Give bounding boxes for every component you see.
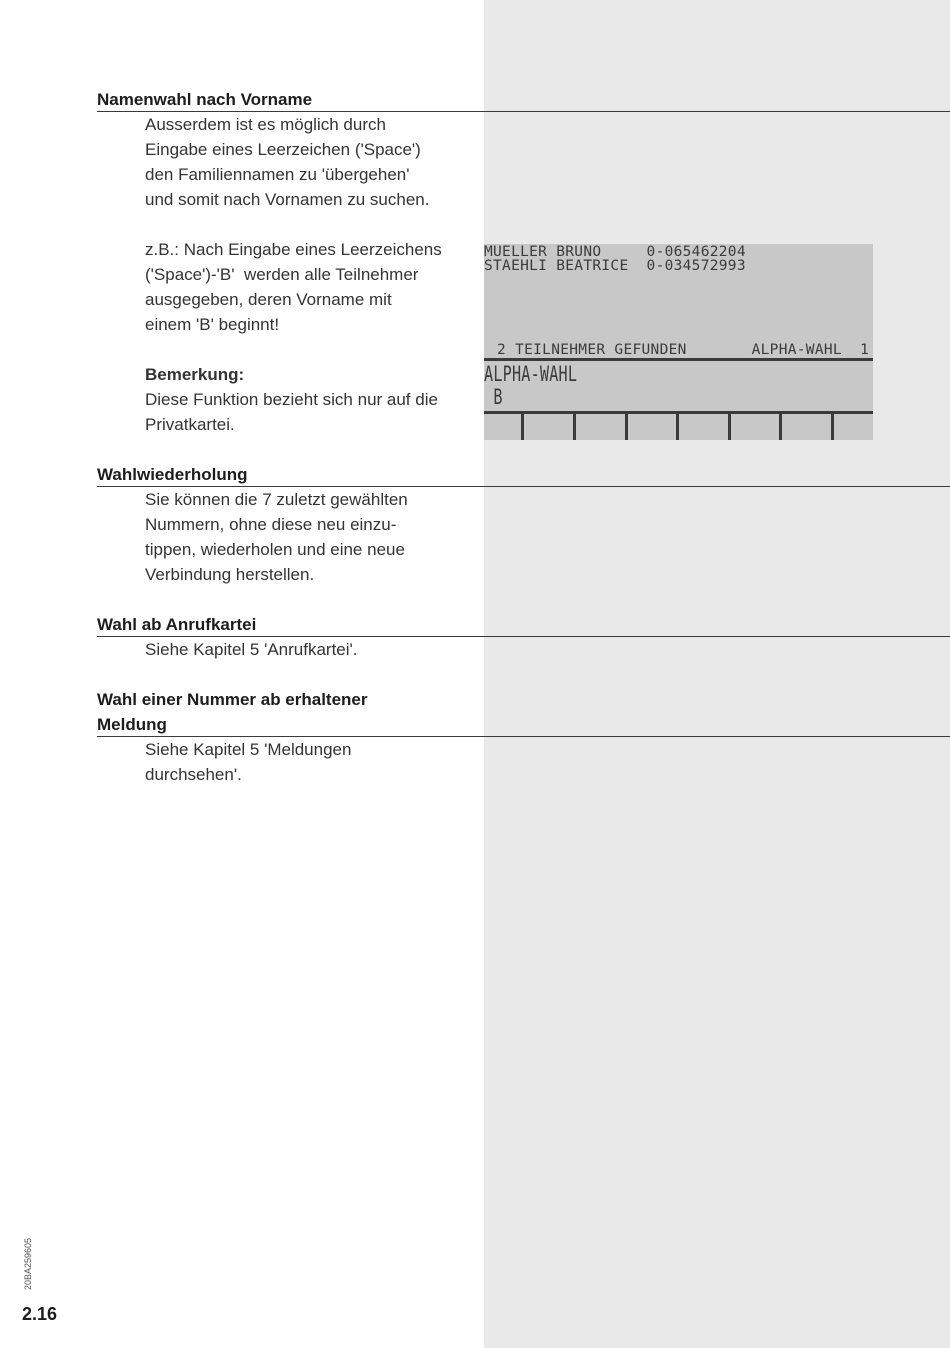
section-heading-anrufkartei: Wahl ab Anrufkartei	[97, 615, 257, 634]
display-row-1: MUELLER BRUNO 0-065462204	[484, 244, 746, 260]
softkey-separator	[521, 414, 524, 440]
text-line: Privatkartei.	[145, 415, 235, 434]
display-divider	[484, 358, 873, 361]
text-line: z.B.: Nach Eingabe eines Leerzeichens	[145, 240, 442, 259]
text-line: tippen, wiederholen und eine neue	[145, 540, 405, 559]
softkey-separator	[779, 414, 782, 440]
text-line: durchsehen'.	[145, 765, 242, 784]
text-line: Siehe Kapitel 5 'Meldungen	[145, 740, 352, 759]
paragraph-intro	[145, 112, 480, 212]
text-line: Diese Funktion bezieht sich nur auf die	[145, 390, 438, 409]
section-heading-wahlwiederholung: Wahlwiederholung	[97, 465, 248, 484]
softkey-separator	[573, 414, 576, 440]
display-mode: ALPHA-WAHL	[484, 362, 578, 386]
softkey-separator	[625, 414, 628, 440]
paragraph-meldung	[145, 737, 480, 787]
softkey-separator	[728, 414, 731, 440]
heading-line: Wahl einer Nummer ab erhaltener	[97, 690, 368, 709]
margin-column	[484, 0, 950, 1348]
text-line: ausgegeben, deren Vorname mit	[145, 290, 392, 309]
text-line: einem 'B' beginnt!	[145, 315, 280, 334]
text-line: ('Space')-'B' werden alle Teilnehmer	[145, 265, 419, 284]
softkey-separator	[831, 414, 834, 440]
text-line: Siehe Kapitel 5 'Anrufkartei'.	[145, 640, 358, 659]
display-status-left: 2 TEILNEHMER GEFUNDEN	[488, 342, 687, 358]
heading-line: Meldung	[97, 715, 167, 734]
display-row-2: STAEHLI BEATRICE 0-034572993	[484, 258, 746, 274]
paragraph-example	[145, 237, 480, 337]
text-line: Nummern, ohne diese neu einzu-	[145, 515, 397, 534]
text-line: und somit nach Vornamen zu suchen.	[145, 190, 430, 209]
softkey-separator	[676, 414, 679, 440]
section-heading-meldung	[97, 687, 368, 737]
document-code: 20BA259605	[23, 1237, 33, 1290]
display-status-right: ALPHA-WAHL 1	[751, 342, 869, 358]
paragraph-remark	[145, 362, 480, 437]
text-line: den Familiennamen zu 'übergehen'	[145, 165, 410, 184]
section-heading-namenwahl: Namenwahl nach Vorname	[97, 90, 313, 109]
paragraph-wahlwiederholung	[145, 487, 480, 587]
text-line: Ausserdem ist es möglich durch	[145, 115, 386, 134]
display-input: B	[484, 385, 503, 409]
remark-label: Bemerkung:	[145, 365, 245, 384]
phone-display	[484, 244, 873, 440]
text-line: Verbindung herstellen.	[145, 565, 315, 584]
paragraph-anrufkartei	[145, 637, 480, 662]
page-number: 2.16	[22, 1304, 58, 1324]
text-line: Eingabe eines Leerzeichen ('Space')	[145, 140, 421, 159]
text-line: Sie können die 7 zuletzt gewählten	[145, 490, 408, 509]
